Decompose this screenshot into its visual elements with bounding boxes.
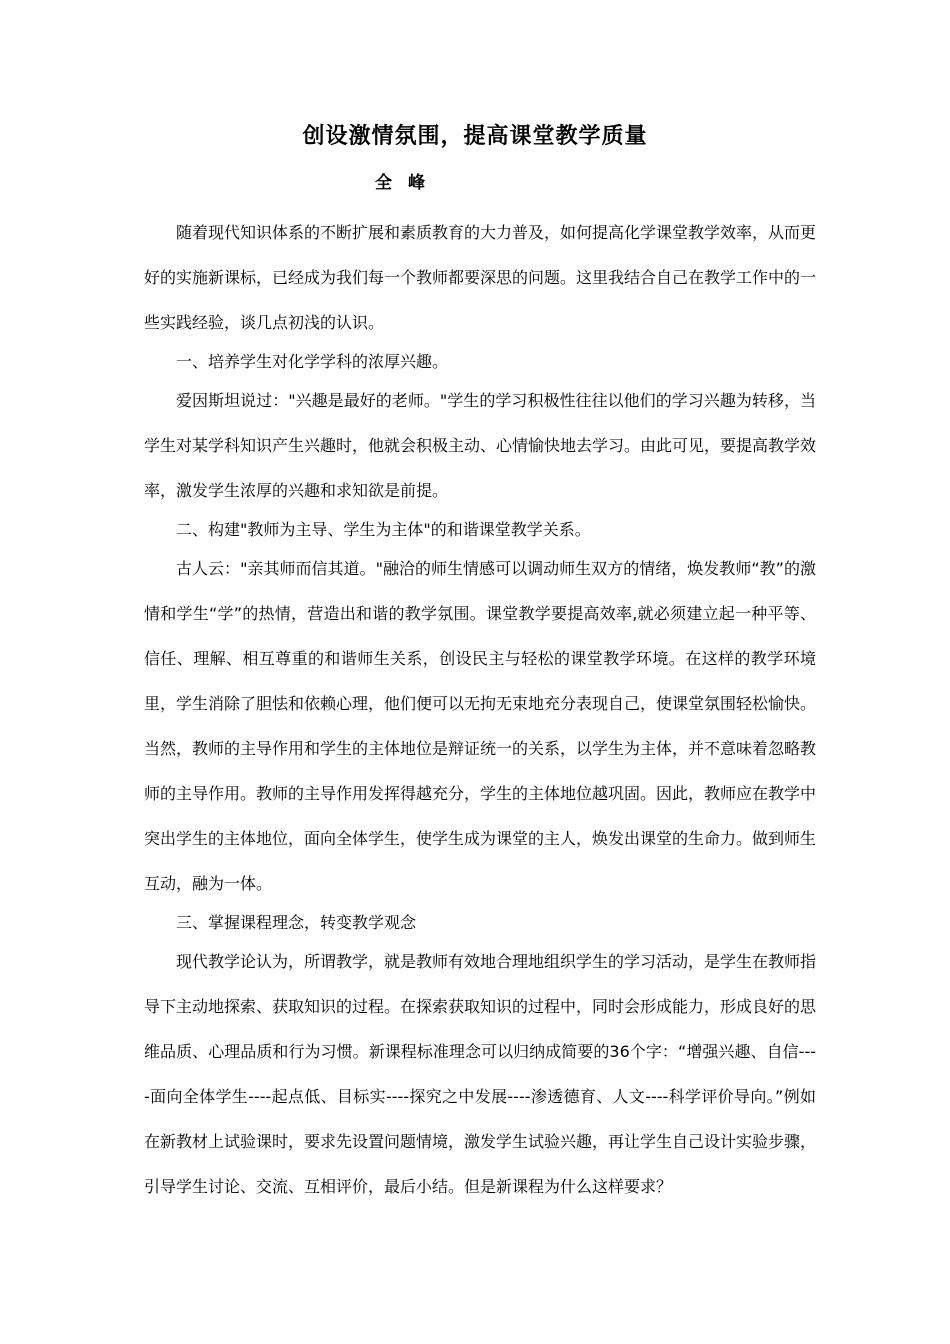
section-heading-2: 二、构建"教师为主导、学生为主体"的和谐课堂教学关系。	[176, 520, 591, 539]
body-paragraph-3: 现代教学论认为，所谓教学，就是教师有效地合理地组织学生的学习活动，是学生在教师指导下主动地探索、获取知识的过程。在探索获取知识的过程中，同时会形成能力，形成良好的思维品质、心理品质和行为习惯。新课程标准理念可以归纳成简要的36个字：“增强兴趣、自信----面向全体学生----起点低、目标实----探究之中发展----渗透德育、人文----科学评价导向。”例如在新教材上试验课时，要求先设置问题情境，激发学生试验兴趣，再让学生自己设计实验步骤，引导学生讨论、交流、互相评价，最后小结。但是新课程为什么这样要求？	[144, 952, 817, 1196]
author-name: 全峰	[375, 173, 441, 193]
section-heading-1: 一、培养学生对化学学科的浓厚兴趣。	[176, 352, 449, 371]
body-paragraph-2: 古人云："亲其师而信其道。"融洽的师生情感可以调动师生双方的情绪，焕发教师“教”的激情和学生“学”的热情，营造出和谐的教学氛围。课堂教学要提高效率,就必须建立起一种平等、信任、理解、相互尊重的和谐师生关系，创设民主与轻松的课堂教学环境。在这样的教学环境里，学生消除了胆怯和依赖心理，他们便可以无拘无束地充分表现自己，使课堂氛围轻松愉快。当然，教师的主导作用和学生的主体地位是辩证统一的关系，以学生为主体，并不意味着忽略教师的主导作用。教师的主导作用发挥得越充分，学生的主体地位越巩固。因此，教师应在教学中突出学生的主体地位，面向全体学生，使学生成为课堂的主人，焕发出课堂的生命力。做到师生互动，融为一体。	[144, 559, 817, 893]
document-title: 创设激情氛围，提高课堂教学质量	[302, 124, 648, 149]
section-heading-3: 三、掌握课程理念，转变教学观念	[176, 913, 417, 932]
body-paragraph-1: 爱因斯坦说过："兴趣是最好的老师。"学生的学习积极性往往以他们的学习兴趣为转移，当学生对某学科知识产生兴趣时，他就会积极主动、心情愉快地去学习。由此可见，要提高教学效率，激发学生浓厚的兴趣和求知欲是前提。	[144, 391, 817, 500]
document-body	[144, 210, 816, 1209]
intro-paragraph: 随着现代知识体系的不断扩展和素质教育的大力普及，如何提高化学课堂教学效率，从而更好的实施新课标，已经成为我们每一个教师都要深思的问题。这里我结合自己在教学工作中的一些实践经验，谈几点初浅的认识。	[144, 223, 817, 332]
